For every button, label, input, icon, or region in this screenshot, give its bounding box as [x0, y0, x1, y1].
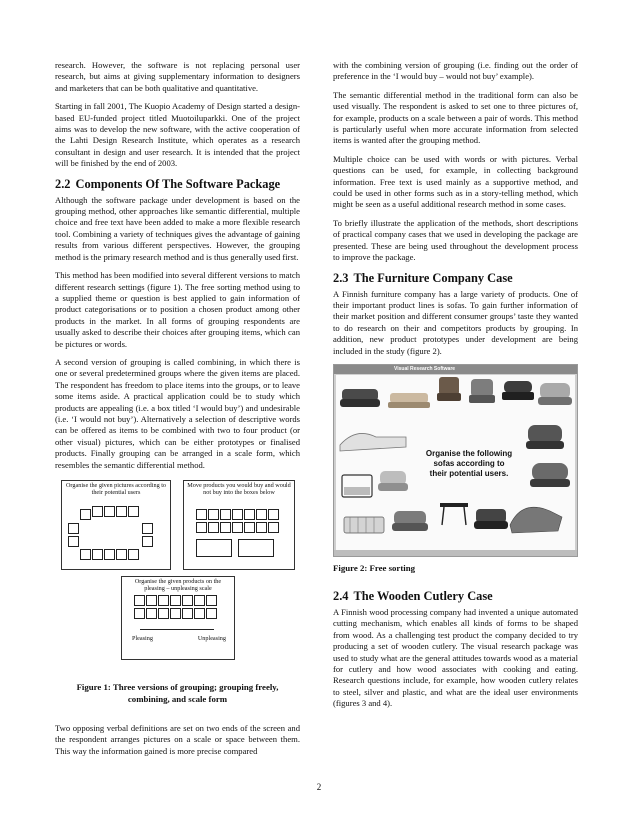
picture-square: [220, 509, 231, 520]
paragraph: Multiple choice can be used with words or with pictures. Verbal questions can be used, for example, in collecting background information. Free text is used mainly as a supportive method, and could be used in other forms such as in a story-telling method, which might be seen as a useful additional research method in some cases.: [333, 153, 578, 210]
box-label: Organise the given pictures according to their potential users: [65, 482, 167, 497]
section-number: 2.4: [333, 588, 349, 603]
picture-square: [268, 522, 279, 533]
sofa-picture[interactable]: [392, 511, 428, 531]
picture-square: [206, 595, 217, 606]
picture-square: [256, 522, 267, 533]
picture-square: [196, 509, 207, 520]
picture-square: [244, 509, 255, 520]
picture-square: [104, 549, 115, 560]
paragraph: Two opposing verbal definitions are set on two ends of the screen and the respondent arranges pictures on a scale or space between them. This way the information gained is more precise compared: [55, 723, 300, 756]
picture-square: [128, 549, 139, 560]
figure-2-caption: Figure 2: Free sorting: [333, 562, 416, 573]
picture-square: [116, 506, 127, 517]
scale-right-label: Unpleasing: [197, 635, 226, 642]
picture-square: [104, 506, 115, 517]
window-titlebar: [334, 365, 577, 374]
section-heading-2-2: [55, 177, 300, 192]
picture-square: [206, 608, 217, 619]
sofa-picture[interactable]: [510, 507, 562, 533]
paragraph: with the combining version of grouping (i.e. finding out the order of preference in the ‘I would buy – would not buy’ example).: [333, 60, 578, 82]
picture-square: [146, 595, 157, 606]
picture-square: [208, 522, 219, 533]
picture-square: [244, 522, 255, 533]
picture-square: [194, 595, 205, 606]
picture-square: [182, 608, 193, 619]
paragraph: research. However, the software is not replacing personal user research, but aims at giving supplementary information to designers and marketers that can be both qualitative and quantitative.: [55, 60, 300, 93]
picture-square: [68, 536, 79, 547]
window-statusbar: [334, 550, 577, 556]
paragraph: A second version of grouping is called combining, in which there is one or several predetermined groups where the given items are placed. The respondent has freedom to place items into the groups, or to leave some items aside. A practical application could be to study which products are appealing (i.e. a box titled ‘I would buy’) and undesirable (i.e. ‘I would not buy’). Alternatively a selection of descriptive words can be offered as items to be combined with two to four product (or other visual) pictures, which can be either prototypes or finalised products. Finally grouping can be arranged in a scale form, which resembles the semantic differential method.: [55, 356, 300, 470]
picture-square: [142, 536, 153, 547]
scale-left-label: Pleasing: [132, 635, 153, 642]
figure-2-screenshot: [333, 364, 578, 557]
paragraph: The semantic differential method in the traditional form can also be used visually. The respondent is asked to set one to three pictures of, for example, products on a scale between a pair of words. This method is particularly useful when more accurate information from selected items is wanted after the grouping method.: [333, 89, 578, 146]
sofa-picture[interactable]: [526, 425, 564, 449]
paragraph: Starting in fall 2001, The Kuopio Academy of Design started a design-based EU-funded project titled Muotoiluparkki. One of the project aims was to develop the new software, with the active cooperation of the Lahti Design Research Institute, which operates as a research consultant in design and user research. It is intended that the project will be finished by the end of 2003.: [55, 101, 300, 169]
combining-box: [183, 480, 295, 570]
sofa-picture[interactable]: [437, 377, 461, 401]
section-number: 2.3: [333, 270, 349, 285]
sorting-instruction: Organise the following sofas according to their potential users.: [425, 448, 513, 478]
picture-square: [232, 522, 243, 533]
sofa-picture[interactable]: [440, 503, 468, 525]
picture-square: [68, 523, 79, 534]
sofa-picture[interactable]: [388, 393, 430, 408]
section-number: 2.2: [55, 176, 71, 191]
sorting-canvas: [336, 375, 575, 550]
picture-square: [80, 549, 91, 560]
picture-square: [146, 608, 157, 619]
picture-square: [134, 595, 145, 606]
sofa-picture[interactable]: [502, 381, 534, 400]
paragraph: A Finnish furniture company has a large variety of products. One of their important product lines is sofas. To gain further information of their market position and different consumer groups’ taste they wanted to do research on their and competitors products by grouping. In addition, new product prototypes under development are being included in the study (figure 2).: [333, 288, 578, 356]
scale-line: [140, 629, 214, 630]
sofa-picture[interactable]: [538, 383, 572, 405]
box-label: Organise the given products on the pleasing – unpleasing scale: [134, 578, 222, 593]
picture-square: [92, 549, 103, 560]
picture-square: [142, 523, 153, 534]
figure-1-caption: Figure 1: Three versions of grouping; grouping freely, combining, and scale form: [76, 682, 279, 704]
sofa-picture[interactable]: [344, 517, 384, 533]
picture-square: [170, 595, 181, 606]
figure-1: [55, 478, 300, 678]
section-heading-2-3: [333, 271, 578, 286]
picture-square: [158, 595, 169, 606]
window-title: Visual Research Software: [394, 365, 456, 372]
picture-square: [158, 608, 169, 619]
picture-square: [170, 608, 181, 619]
picture-square: [80, 509, 91, 520]
picture-square: [196, 522, 207, 533]
paragraph: A Finnish wood processing company had invented a unique automated cutting mechanism, which enables all kinds of forms to be shaped from wood. As a challenging test product the company decided to try producing a set of wooden cutlery. The visual research package was used to study what are the general attitudes towards wood as a material for cutlery and how wood associates with cooking and eating. Research questions include, for example, how wooden cutlery relates to steel, silver and plastic, and what are the ideal user environments (figures 3 and 4).: [333, 606, 578, 709]
sofa-picture[interactable]: [474, 509, 508, 529]
sofa-picture[interactable]: [530, 463, 570, 487]
paragraph: This method has been modified into several different versions to match different research settings (figure 1). The free sorting method using to a supplied theme or question is best applied to gain information of product categorisations or to position a chosen product among other products in the market. In all forms of grouping respondents are usually asked to describe their choices after grouping items, which can be pictures or words.: [55, 270, 300, 349]
page-number: 2: [316, 782, 322, 792]
sofa-picture[interactable]: [340, 433, 406, 451]
would-buy-target-box: [196, 539, 232, 557]
picture-square: [92, 506, 103, 517]
picture-square: [194, 608, 205, 619]
picture-square: [256, 509, 267, 520]
sofa-picture[interactable]: [469, 379, 495, 403]
picture-square: [134, 608, 145, 619]
sofa-picture[interactable]: [342, 475, 372, 497]
picture-square: [182, 595, 193, 606]
box-label: Move products you would buy and would not buy into the boxes below: [187, 482, 291, 497]
picture-square: [128, 506, 139, 517]
section-title: Components Of The Software Package: [75, 176, 281, 191]
picture-square: [220, 522, 231, 533]
picture-square: [232, 509, 243, 520]
picture-square: [208, 509, 219, 520]
paragraph: To briefly illustrate the application of the methods, short descriptions of practical company cases that we used in developing the package are presented. These are being used throughout the development process to improve the package.: [333, 217, 578, 263]
section-title: The Wooden Cutlery Case: [353, 588, 493, 603]
sofa-picture[interactable]: [340, 389, 380, 407]
sofa-picture[interactable]: [378, 471, 408, 491]
left-column: [55, 60, 300, 764]
right-column: [333, 60, 578, 717]
grouping-freely-box: [61, 480, 171, 570]
section-heading-2-4: [333, 589, 578, 604]
picture-square: [116, 549, 127, 560]
picture-square: [268, 509, 279, 520]
would-not-buy-target-box: [238, 539, 274, 557]
scale-form-box: [121, 576, 235, 660]
section-title: The Furniture Company Case: [353, 270, 513, 285]
paragraph: Although the software package under development is based on the grouping method, other approaches like semantic differential, multiple choice and free text have been added to make a more flexible research tool. Combining a variety of techniques gives the advantage of gaining results from various different perspectives. However, the grouping method is the primary research method and is thus generally used first.: [55, 194, 300, 262]
